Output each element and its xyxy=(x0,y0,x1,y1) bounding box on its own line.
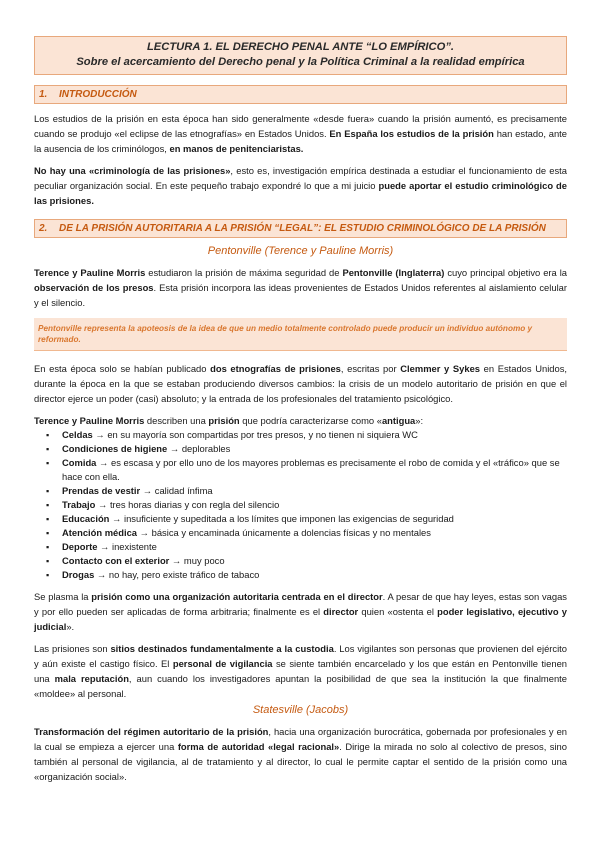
item-text: tres horas diarias y con regla del silencio xyxy=(109,499,280,510)
bold-run: en manos de penitenciaristas. xyxy=(169,143,304,154)
list-item xyxy=(62,526,567,540)
text-run: En esta época solo se habían publicado xyxy=(34,363,211,374)
bold-run: poder legislativo, ejecutivo y judicial xyxy=(34,606,567,632)
bold-run: mala reputación xyxy=(54,673,129,684)
arrow: → xyxy=(96,457,111,468)
text-run: , aun cuando los investigadores apuntan la posibilidad de que sea la institución la que finalmente «moldee» al personal. xyxy=(34,673,567,699)
bold-run: director xyxy=(323,606,359,617)
bold-run: forma de autoridad «legal racional» xyxy=(177,741,340,752)
list-item xyxy=(62,512,567,526)
bold-run: En España los estudios de la prisión xyxy=(329,128,494,139)
item-text: calidad ínfima xyxy=(154,485,213,496)
arrow: → xyxy=(169,555,184,566)
bold-run: Terence y Pauline Morris xyxy=(34,415,145,426)
bold-run: sitios destinados fundamentalmente a la custodia xyxy=(110,643,334,654)
text-run: se siente también encarcelado y los que están en Pentonville tienen una xyxy=(34,658,567,684)
arrow: → xyxy=(97,541,113,552)
item-text: insuficiente y supeditada a los límites que imponen las exigencias de seguridad xyxy=(124,513,454,524)
item-text: inexistente xyxy=(112,541,157,552)
characteristics-list xyxy=(34,428,567,582)
section-label: DE LA PRISIÓN AUTORITARIA A LA PRISIÓN “LEGAL”: EL ESTUDIO CRIMINOLÓGICO DE LA PRISIÓN xyxy=(59,223,546,234)
bold-run: personal de vigilancia xyxy=(172,658,273,669)
item-key: Drogas xyxy=(62,569,95,580)
pentonville-paragraph-1 xyxy=(34,265,567,310)
text-run: Los estudios de la prisión en esta época han sido generalmente «desde fuera» cuando la prisión aumentó, es precisamente cuando se produjo «el eclipse de las etnografías» en Estados Unidos. xyxy=(34,113,567,139)
bold-run: prisión xyxy=(208,415,240,426)
pentonville-paragraph-4 xyxy=(34,589,567,634)
list-item xyxy=(62,568,567,582)
section-heading-prision xyxy=(34,219,567,238)
text-run: en Estados Unidos, durante la época en la que se estaban produciendo diversos cambios: la crisis de un modelo autoritario de prisión en que el director ejerce un poder (casi) absoluto; y la entrada de los profesionales del tratamiento psicológico. xyxy=(34,363,568,404)
text-run: cuyo principal objetivo era la xyxy=(444,267,567,278)
intro-paragraph-2 xyxy=(34,163,567,208)
document-page xyxy=(34,36,567,784)
bold-run: puede aportar el estudio criminológico de las prisiones. xyxy=(34,180,567,206)
text-run: quien «ostenta el xyxy=(358,606,438,617)
arrow: → xyxy=(167,443,182,454)
item-text: es escasa y por ello uno de los mayores problemas es precisamente el robo de comida y el «tráfico» que se hace con ella. xyxy=(62,457,560,482)
section-number: 2. xyxy=(39,223,48,234)
item-key: Deporte xyxy=(62,541,98,552)
pentonville-paragraph-5 xyxy=(34,641,567,701)
highlight-quote: Pentonville representa la apoteosis de la idea de que un medio totalmente controlado puede producir un individuo autónomo y reformado. xyxy=(34,318,567,351)
text-run: . A pesar de que hay leyes, estas son vagas y por ello pueden ser aplicadas de forma arbitraria; finalmente es el xyxy=(34,591,567,617)
item-text: deplorables xyxy=(181,443,231,454)
text-run: , hacia una organización burocrática, gobernada por profesionales y en la cual se empieza a ejercer una xyxy=(34,726,567,752)
text-run: . Dirige la mirada no solo al colectivo de presos, sino también al personal de vigilancia, al de tratamiento y al director, lo cual le permite captar el sentido de la prisión como una «organización social». xyxy=(34,741,567,782)
statesville-paragraph-1 xyxy=(34,724,567,784)
item-key: Condiciones de higiene xyxy=(62,443,168,454)
bold-run: Terence y Pauline Morris xyxy=(34,267,146,278)
item-key: Celdas xyxy=(62,429,93,440)
bold-run: Transformación del régimen autoritario de la prisión xyxy=(34,726,269,737)
bold-run: observación de los presos xyxy=(34,282,154,293)
arrow: → xyxy=(94,569,109,580)
arrow: → xyxy=(95,499,110,510)
item-key: Trabajo xyxy=(62,499,96,510)
list-item xyxy=(62,428,567,442)
item-key: Comida xyxy=(62,457,97,468)
text-run: han estado, ante la ausencia de los criminólogos, xyxy=(34,128,567,154)
item-key: Contacto con el exterior xyxy=(62,555,170,566)
text-run: que podría caracterizarse como « xyxy=(239,415,382,426)
document-title-box xyxy=(34,36,567,75)
text-run: . Esta prisión incorpora las ideas provenientes de Estados Unidos referentes al aislamiento celular y el silencio. xyxy=(34,282,567,308)
section-heading-introduccion xyxy=(34,85,567,104)
arrow: → xyxy=(140,485,155,496)
arrow: → xyxy=(92,429,108,440)
subheading-pentonville: Pentonville (Terence y Pauline Morris) xyxy=(207,245,394,257)
document-subtitle: Sobre el acercamiento del Derecho penal y la Política Criminal a la realidad empírica xyxy=(76,56,525,68)
arrow: → xyxy=(109,513,124,524)
text-run: Se plasma la xyxy=(34,591,92,602)
text-run: estudiaron la prisión de máxima seguridad de xyxy=(145,267,343,278)
text-run: Las prisiones son xyxy=(34,643,111,654)
list-item xyxy=(62,540,567,554)
intro-paragraph-1 xyxy=(34,111,567,156)
item-text: no hay, pero existe tráfico de tabaco xyxy=(108,569,260,580)
list-item xyxy=(62,456,567,484)
text-run: , escritas por xyxy=(340,363,401,374)
bold-run: Pentonville (Inglaterra) xyxy=(342,267,445,278)
text-run: describen una xyxy=(144,415,209,426)
bold-run: Clemmer y Sykes xyxy=(400,363,480,374)
arrow: → xyxy=(137,527,152,538)
list-item xyxy=(62,484,567,498)
text-run: , esto es, investigación empírica destinada a estudiar el funcionamiento de esta peculiar organización social. En este pequeño trabajo expondré lo que a mi juicio xyxy=(34,165,567,191)
bold-run: antigua xyxy=(381,415,416,426)
list-item xyxy=(62,442,567,456)
list-item xyxy=(62,554,567,568)
item-text: muy poco xyxy=(183,555,225,566)
subheading-statesville: Statesville (Jacobs) xyxy=(252,704,349,716)
section-number: 1. xyxy=(39,89,48,100)
text-run: ». xyxy=(66,621,75,632)
pentonville-paragraph-2 xyxy=(34,361,567,406)
document-title: LECTURA 1. EL DERECHO PENAL ANTE “LO EMPÍRICO”. xyxy=(146,41,455,53)
section-label: INTRODUCCIÓN xyxy=(59,89,137,100)
bold-run: dos etnografías de prisiones xyxy=(210,363,341,374)
text-run: »: xyxy=(415,415,424,426)
pentonville-paragraph-3 xyxy=(34,413,567,428)
bold-run: No hay una «criminología de las prisiones» xyxy=(34,165,231,176)
item-text: en su mayoría son compartidas por tres presos, y no tienen ni siquiera WC xyxy=(107,429,418,440)
item-key: Educación xyxy=(62,513,110,524)
item-text: básica y encaminada únicamente a dolencias físicas y no mentales xyxy=(151,527,431,538)
text-run: . Los vigilantes son personas que provienen del ejército y aún existe el castigo físico. El xyxy=(34,643,567,669)
list-item xyxy=(62,498,567,512)
item-key: Prendas de vestir xyxy=(62,485,141,496)
item-key: Atención médica xyxy=(62,527,138,538)
bold-run: prisión como una organización autoritaria centrada en el director xyxy=(91,591,383,602)
